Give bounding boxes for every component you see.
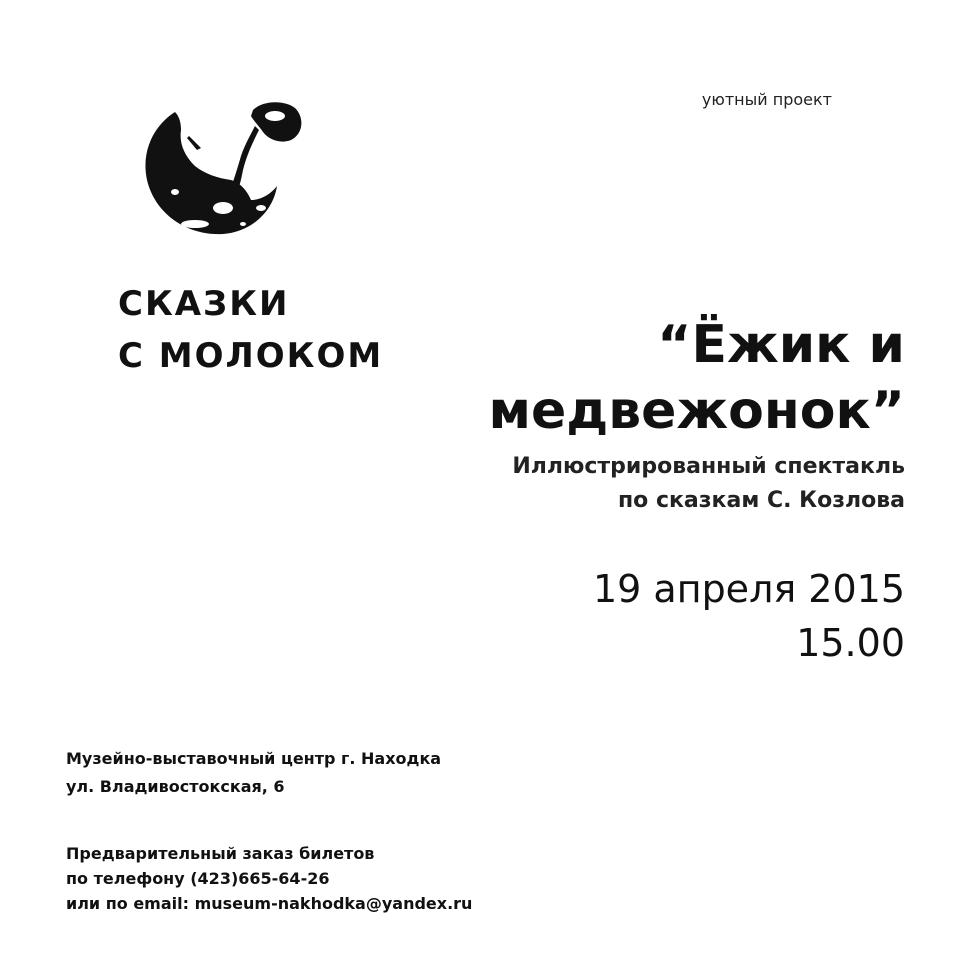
ticket-info (66, 841, 666, 916)
performance-title (345, 312, 905, 444)
tickets-line1: Предварительный заказ билетов (66, 844, 375, 863)
performance-subtitle (345, 450, 905, 518)
tickets-email-line (66, 891, 666, 916)
milk-splash-icon (135, 96, 310, 246)
venue-name: Музейно-выставочный центр г. Находка (66, 749, 442, 768)
venue-street: ул. Владивостокская, 6 (66, 777, 285, 796)
title-line2: медвежонок” (488, 381, 905, 441)
title-line1: “Ёжик и (657, 315, 905, 375)
event-time: 15.00 (796, 621, 905, 665)
tickets-email-prefix: или по email: (66, 894, 195, 913)
logo-text-line2: С МОЛОКОМ (118, 336, 384, 376)
event-datetime (345, 562, 905, 670)
subtitle-line1: Иллюстрированный спектакль (512, 454, 905, 479)
subtitle-line2: по сказкам С. Козлова (617, 488, 905, 513)
logo-text-line1: СКАЗКИ (118, 284, 290, 324)
event-date: 19 апреля 2015 (593, 567, 905, 611)
tagline: уютный проект (701, 90, 832, 109)
tickets-phone: по телефону (423)665-64-26 (66, 869, 330, 888)
tickets-email[interactable]: museum-nakhodka@yandex.ru (194, 894, 473, 913)
venue-address (66, 745, 666, 801)
